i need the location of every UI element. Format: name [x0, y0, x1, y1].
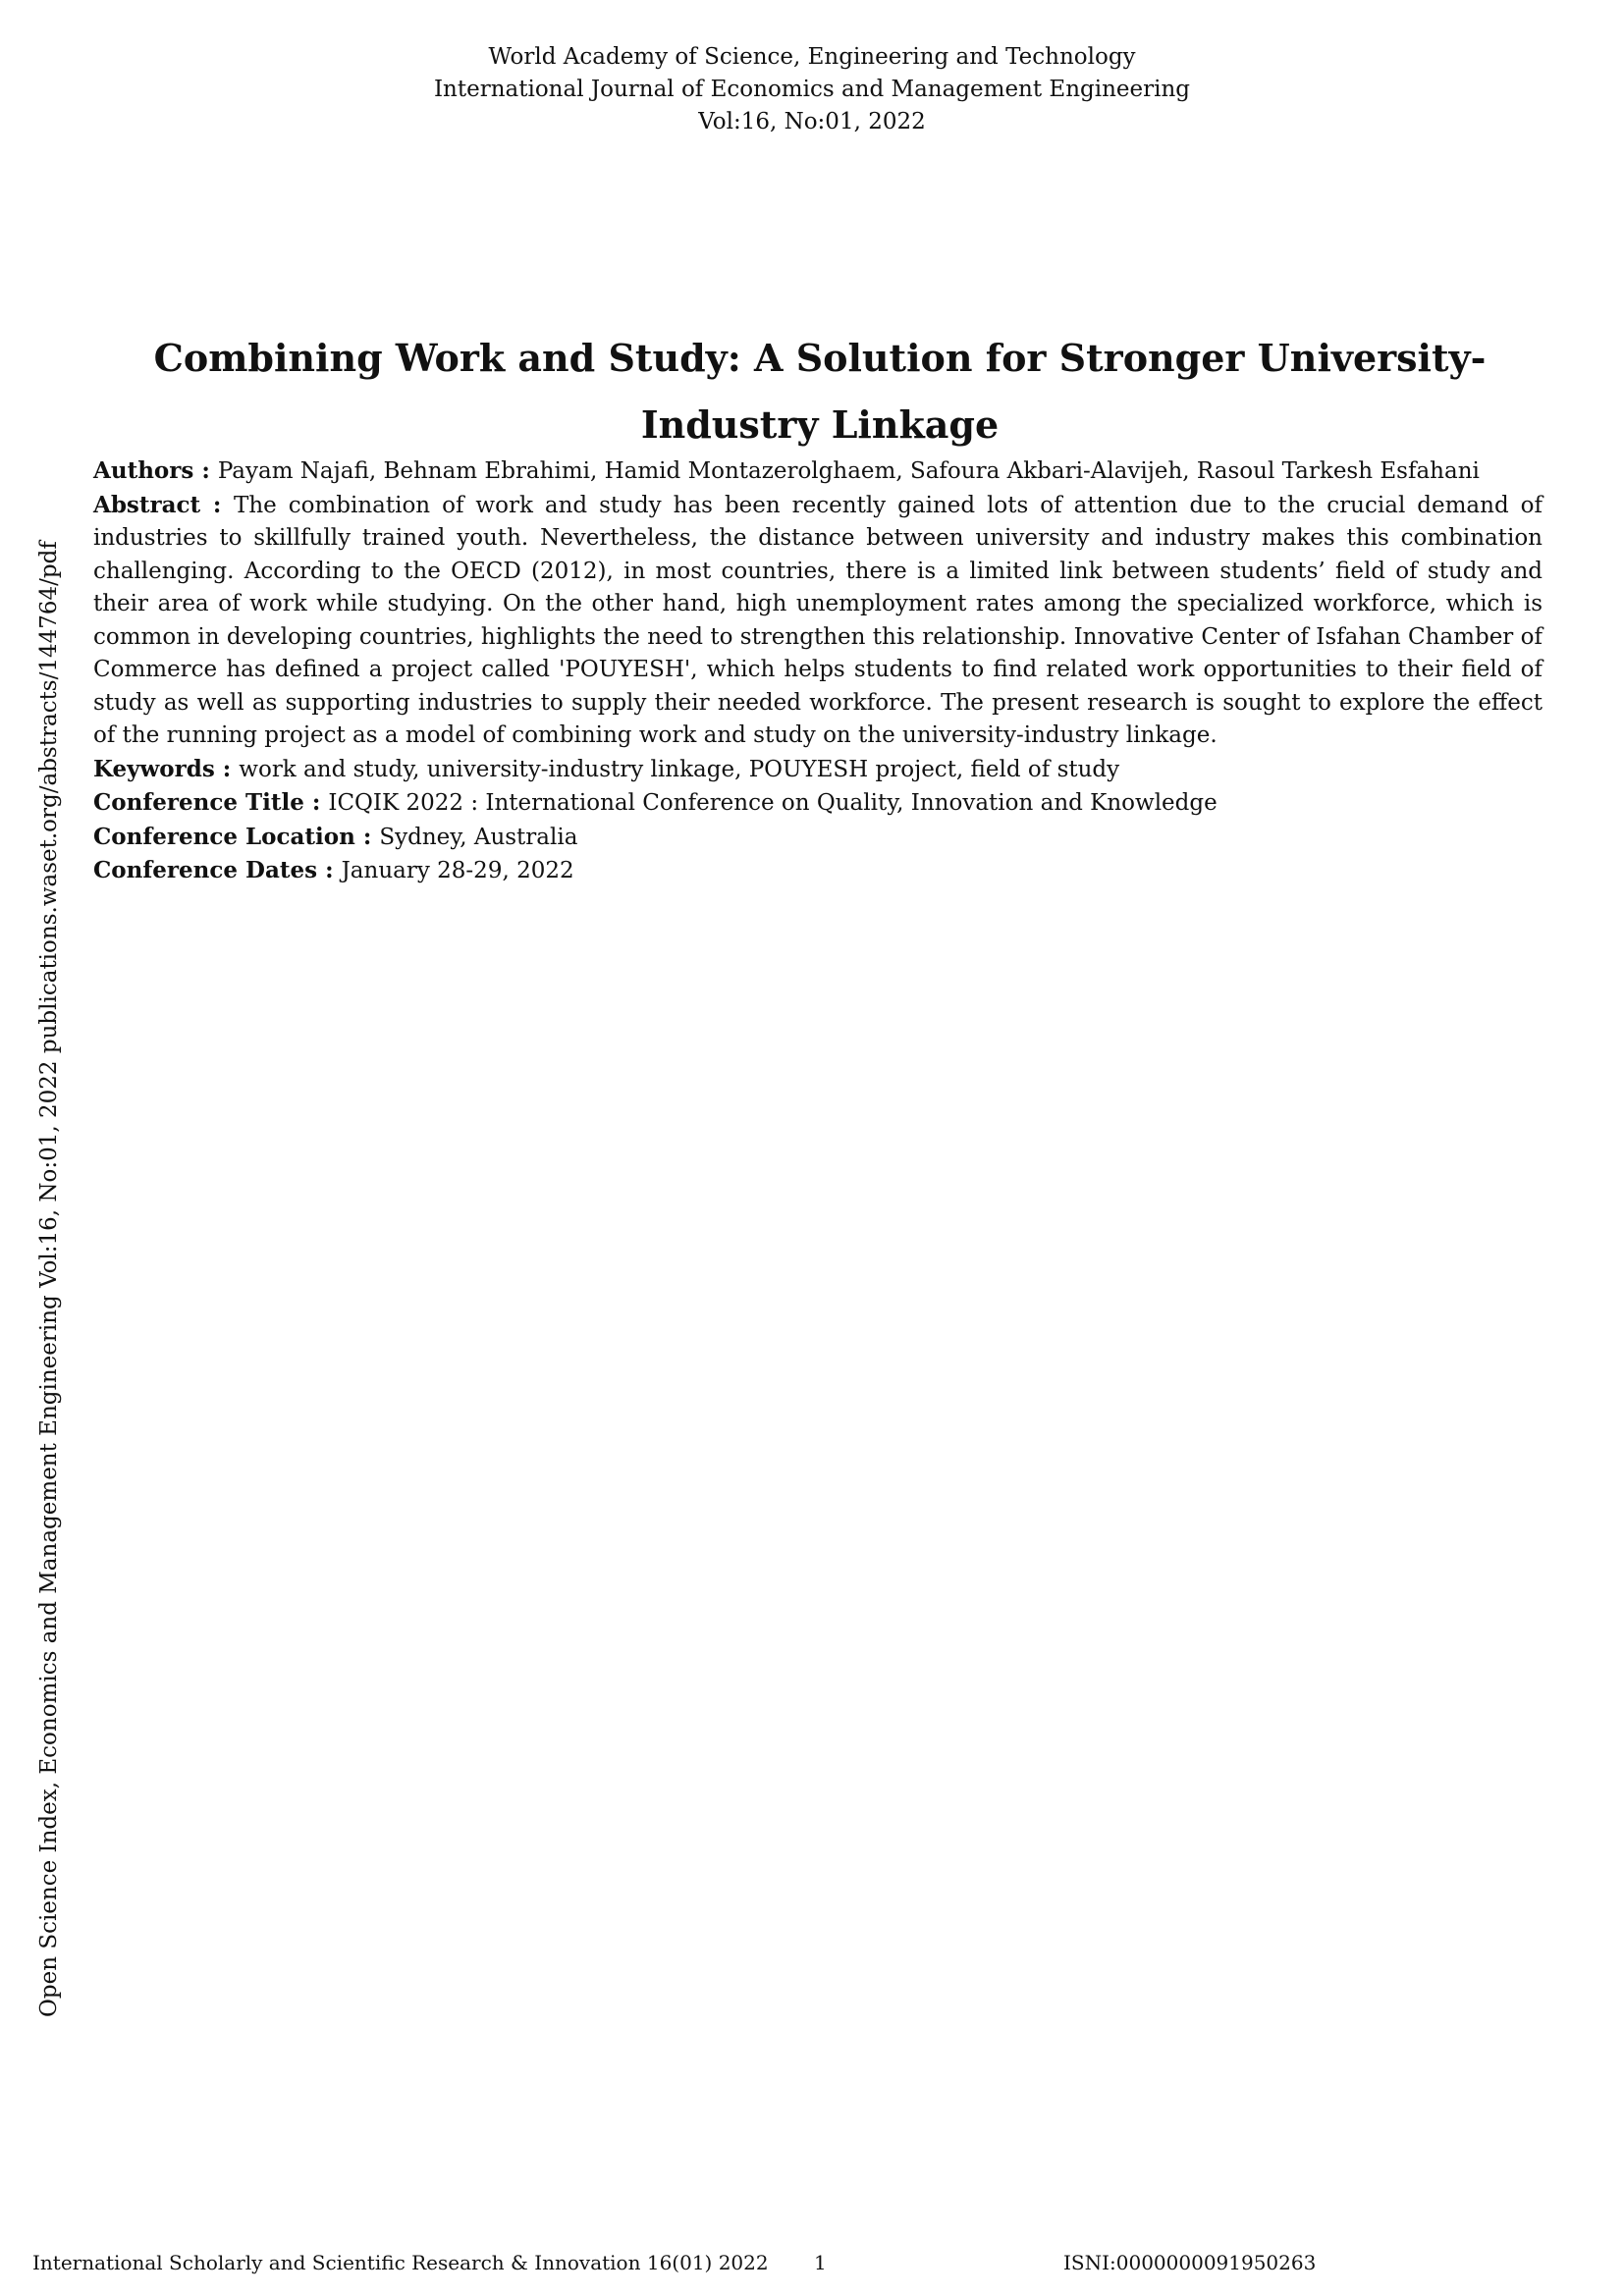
conference-dates-value: January 28-29, 2022 [341, 858, 574, 883]
conference-dates-line [93, 854, 1543, 888]
abstract-label: Abstract : [93, 491, 234, 518]
keywords-label: Keywords : [93, 755, 240, 782]
abstract-text: The combination of work and study has been recently gained lots of attention due to the crucial demand of industries to skillfully trained youth. Nevertheless, the distance between university and industry makes this combination challenging. According to the OECD (2012), in most countries, there is a limited link between students’ field of study and their area of work while studying. On the other hand, high unemployment rates among the specialized workforce, which is common in developing countries, highlights the need to strengthen this relationship. Innovative Center of Isfahan Chamber of Commerce has defined a project called 'POUYESH', which helps students to find related work opportunities to their field of study as well as supporting industries to supply their needed workforce. The present research is sought to explore the effect of the running project as a model of combining work and study on the university-industry linkage. [93, 492, 1543, 748]
conference-title-line [93, 786, 1543, 821]
footer-publication: International Scholarly and Scientific Research & Innovation 16(01) 2022 [32, 2251, 769, 2274]
authors-line [93, 454, 1543, 489]
keywords-value: work and study, university-industry linkage, POUYESH project, field of study [239, 756, 1120, 782]
paper-metadata [93, 454, 1543, 888]
journal-publisher: World Academy of Science, Engineering and Technology [488, 44, 1136, 70]
journal-name: International Journal of Economics and Management Engineering [433, 77, 1191, 102]
authors-label: Authors : [93, 457, 218, 484]
keywords-line [93, 753, 1543, 787]
conference-location-line [93, 821, 1543, 855]
conference-location-value: Sydney, Australia [379, 824, 578, 850]
conference-title-value: ICQIK 2022 : International Conference on Quality, Innovation and Knowledge [328, 790, 1218, 816]
vertical-sidebar-citation: Open Science Index, Economics and Management Engineering Vol:16, No:01, 2022 publications.waset.org/abstracts/144764/pdf [36, 541, 62, 2017]
footer-page-number: 1 [814, 2251, 827, 2274]
journal-volume: Vol:16, No:01, 2022 [698, 109, 926, 134]
conference-dates-label: Conference Dates : [93, 857, 342, 883]
abstract-paragraph [93, 489, 1543, 753]
journal-header [0, 41, 1624, 138]
conference-location-label: Conference Location : [93, 823, 380, 850]
footer-isni: ISNI:0000000091950263 [1063, 2251, 1317, 2274]
paper-title: Combining Work and Study: A Solution for Stronger University-Industry Linkage [153, 336, 1487, 447]
authors-value: Payam Najafi, Behnam Ebrahimi, Hamid Montazerolghaem, Safoura Akbari-Alavijeh, Rasoul Tarkesh Esfahani [217, 458, 1480, 484]
conference-title-label: Conference Title : [93, 789, 329, 816]
